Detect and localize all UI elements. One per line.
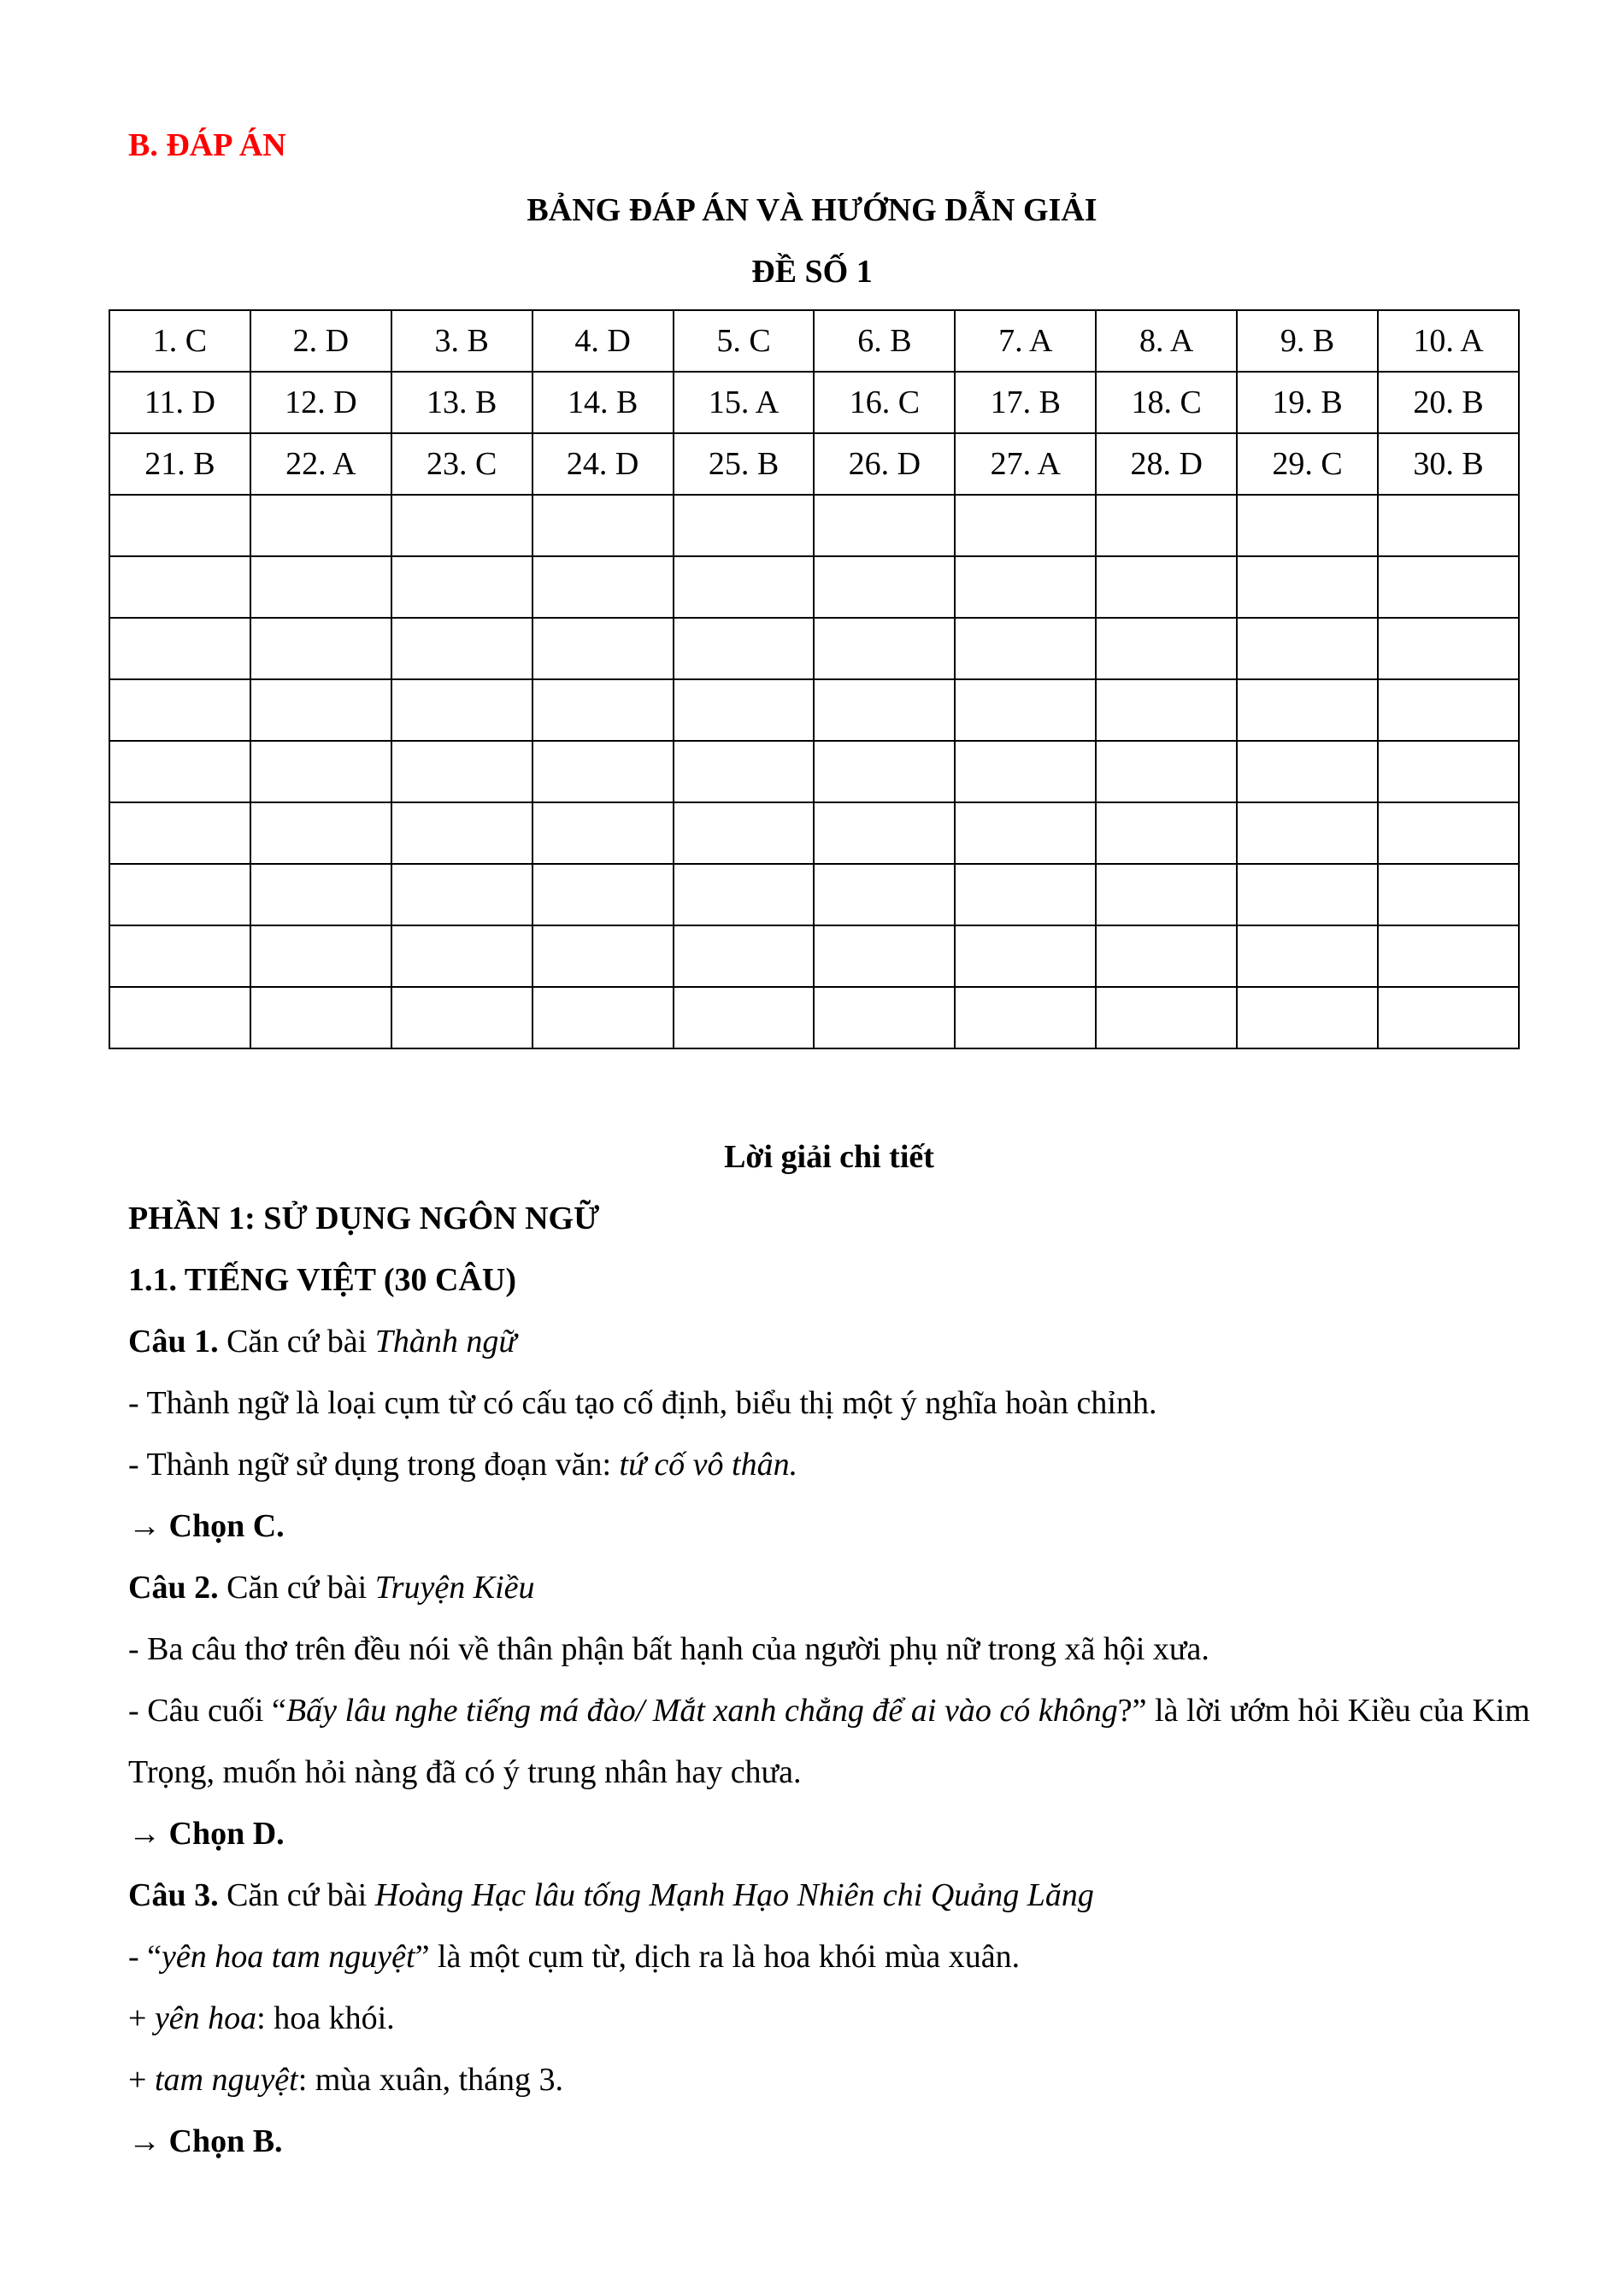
table-row <box>109 618 1519 679</box>
answer-cell <box>391 679 533 741</box>
answer-cell: 24. D <box>533 433 674 495</box>
answer-cell <box>814 741 955 802</box>
explanation-line <box>128 1988 1530 2049</box>
quoted-phrase: tứ cố vô thân. <box>619 1447 798 1483</box>
answer-cell <box>674 864 815 925</box>
answer-cell <box>955 495 1096 556</box>
explanation-line: - Ba câu thơ trên đều nói về thân phận bất hạnh của người phụ nữ trong xã hội xưa. <box>128 1631 1209 1667</box>
answer-cell: 1. C <box>109 310 250 372</box>
explanation-text: - Thành ngữ sử dụng trong đoạn văn: <box>128 1447 620 1483</box>
answer-cell <box>955 741 1096 802</box>
answer-cell <box>109 495 250 556</box>
answer-cell <box>391 495 533 556</box>
answer-cell <box>391 987 533 1048</box>
answer-cell <box>1096 495 1237 556</box>
answer-table-body <box>109 310 1519 1048</box>
answer-cell <box>1378 925 1519 987</box>
answer-cell <box>250 925 391 987</box>
answer-cell <box>109 925 250 987</box>
answer-cell <box>1378 556 1519 618</box>
answer-cell <box>1096 556 1237 618</box>
answer-cell <box>1096 925 1237 987</box>
answer-cell <box>109 987 250 1048</box>
answer-cell <box>1096 618 1237 679</box>
answer-cell <box>674 987 815 1048</box>
answer-choice: → Chọn B. <box>128 2123 283 2159</box>
answer-cell <box>109 618 250 679</box>
answer-cell <box>533 802 674 864</box>
answer-cell <box>814 618 955 679</box>
answer-cell <box>533 925 674 987</box>
answer-cell <box>814 864 955 925</box>
answer-choice: → Chọn D. <box>128 1816 285 1852</box>
answer-cell <box>533 741 674 802</box>
table-row <box>109 925 1519 987</box>
answer-cell <box>674 741 815 802</box>
answer-cell <box>391 802 533 864</box>
answer-cell <box>1237 679 1378 741</box>
answer-cell <box>1378 618 1519 679</box>
answer-cell: 3. B <box>391 310 533 372</box>
table-row <box>109 679 1519 741</box>
answer-cell: 26. D <box>814 433 955 495</box>
answer-cell <box>1237 802 1378 864</box>
answer-cell: 18. C <box>1096 372 1237 433</box>
explanation-line: - Thành ngữ là loại cụm từ có cấu tạo cố định, biểu thị một ý nghĩa hoàn chỉnh. <box>128 1385 1157 1421</box>
answer-cell: 30. B <box>1378 433 1519 495</box>
subsection-heading: 1.1. TIẾNG VIỆT (30 CÂU) <box>128 1262 516 1298</box>
answer-cell: 7. A <box>955 310 1096 372</box>
explanation-text: + <box>128 2062 155 2098</box>
answer-cell <box>814 925 955 987</box>
answer-cell <box>250 987 391 1048</box>
answer-cell <box>955 618 1096 679</box>
answer-cell: 16. C <box>814 372 955 433</box>
answer-cell <box>1237 495 1378 556</box>
answer-cell <box>1237 618 1378 679</box>
answer-cell <box>674 925 815 987</box>
explanation-text: : mùa xuân, tháng 3. <box>297 2062 564 2098</box>
answer-cell <box>533 556 674 618</box>
answer-cell: 15. A <box>674 372 815 433</box>
answer-cell: 22. A <box>250 433 391 495</box>
answer-cell <box>1096 987 1237 1048</box>
lesson-title: Truyện Kiều <box>374 1570 535 1606</box>
question-1-heading <box>128 1311 1530 1372</box>
answer-cell: 19. B <box>1237 372 1378 433</box>
answer-cell: 13. B <box>391 372 533 433</box>
answer-cell <box>391 556 533 618</box>
answer-key-title: BẢNG ĐÁP ÁN VÀ HƯỚNG DẪN GIẢI <box>527 192 1097 228</box>
answer-cell: 2. D <box>250 310 391 372</box>
quoted-verse: Bấy lâu nghe tiếng má đào/ Mắt xanh chẳng để ai vào có không <box>285 1693 1118 1729</box>
answer-cell: 17. B <box>955 372 1096 433</box>
answer-table <box>109 309 1520 1049</box>
solutions-heading: Lời giải chi tiết <box>724 1139 934 1175</box>
explanation-text: ” là một cụm từ, dịch ra là hoa khói mùa xuân. <box>415 1939 1021 1975</box>
answer-cell <box>1096 802 1237 864</box>
explanation-line <box>128 1926 1530 1988</box>
answer-cell <box>533 495 674 556</box>
table-row <box>109 310 1519 372</box>
answer-cell <box>391 618 533 679</box>
answer-cell <box>1096 864 1237 925</box>
answer-cell <box>674 556 815 618</box>
answer-cell: 8. A <box>1096 310 1237 372</box>
answer-cell <box>533 864 674 925</box>
table-row <box>109 556 1519 618</box>
answer-cell <box>955 987 1096 1048</box>
answer-cell <box>1378 495 1519 556</box>
table-row <box>109 864 1519 925</box>
answer-cell: 20. B <box>1378 372 1519 433</box>
table-row <box>109 802 1519 864</box>
answer-cell <box>674 618 815 679</box>
lesson-title: Thành ngữ <box>374 1324 517 1359</box>
answer-cell <box>250 495 391 556</box>
answer-cell <box>109 556 250 618</box>
part-heading: PHẦN 1: SỬ DỤNG NGÔN NGỮ <box>128 1201 600 1236</box>
answer-cell <box>533 987 674 1048</box>
answer-cell <box>1378 802 1519 864</box>
answer-cell <box>391 864 533 925</box>
answer-cell <box>109 864 250 925</box>
answer-cell <box>250 741 391 802</box>
answer-cell <box>109 679 250 741</box>
explanation-line <box>128 1434 1530 1495</box>
answer-cell <box>955 925 1096 987</box>
answer-cell <box>1237 741 1378 802</box>
answer-cell <box>1096 741 1237 802</box>
explanation-line <box>128 2049 1530 2111</box>
answer-cell: 10. A <box>1378 310 1519 372</box>
answer-cell <box>250 679 391 741</box>
explanation-text: ?” là lời ướm hỏi Kiều của Kim Trọng, muốn hỏi nàng đã có ý trung nhân hay chưa. <box>128 1693 1531 1790</box>
exam-number-title: ĐỀ SỐ 1 <box>751 254 873 290</box>
answer-cell: 23. C <box>391 433 533 495</box>
lesson-title: Hoàng Hạc lâu tống Mạnh Hạo Nhiên chi Quảng Lăng <box>374 1877 1094 1913</box>
answer-cell <box>955 802 1096 864</box>
basis-text: Căn cứ bài <box>218 1324 375 1359</box>
answer-cell <box>533 618 674 679</box>
answer-cell: 29. C <box>1237 433 1378 495</box>
answer-cell <box>1378 679 1519 741</box>
explanation-text: : hoa khói. <box>256 2000 395 2036</box>
answer-cell: 6. B <box>814 310 955 372</box>
answer-cell <box>1378 741 1519 802</box>
answer-cell <box>1378 864 1519 925</box>
basis-text: Căn cứ bài <box>218 1570 375 1606</box>
answer-cell <box>250 802 391 864</box>
answer-cell: 14. B <box>533 372 674 433</box>
answer-cell <box>1237 556 1378 618</box>
answer-cell: 5. C <box>674 310 815 372</box>
answer-cell: 28. D <box>1096 433 1237 495</box>
answer-cell: 12. D <box>250 372 391 433</box>
answer-cell: 11. D <box>109 372 250 433</box>
answer-cell <box>814 495 955 556</box>
answer-cell <box>109 741 250 802</box>
answer-cell <box>955 556 1096 618</box>
answer-cell: 9. B <box>1237 310 1378 372</box>
answer-cell <box>391 741 533 802</box>
answer-cell <box>391 925 533 987</box>
answer-cell <box>250 864 391 925</box>
table-row <box>109 495 1519 556</box>
answer-cell <box>1237 987 1378 1048</box>
answer-cell <box>814 987 955 1048</box>
answer-cell <box>674 679 815 741</box>
answer-cell <box>1237 925 1378 987</box>
table-row <box>109 372 1519 433</box>
basis-text: Căn cứ bài <box>218 1877 375 1913</box>
answer-cell: 4. D <box>533 310 674 372</box>
explanation-text: - “ <box>128 1939 162 1975</box>
answer-cell <box>250 556 391 618</box>
quoted-phrase: yên hoa tam nguyệt <box>162 1939 415 1975</box>
answer-cell <box>955 864 1096 925</box>
question-label: Câu 1. <box>128 1324 219 1359</box>
answer-cell: 27. A <box>955 433 1096 495</box>
solutions-section <box>128 1126 1530 2172</box>
quoted-phrase: yên hoa <box>154 2000 257 2036</box>
answer-cell: 21. B <box>109 433 250 495</box>
quoted-phrase: tam nguyệt <box>154 2062 298 2098</box>
explanation-paragraph <box>128 1680 1530 1803</box>
answer-cell <box>1237 864 1378 925</box>
answer-choice: → Chọn C. <box>128 1508 285 1544</box>
question-label: Câu 3. <box>128 1877 219 1913</box>
answer-cell <box>109 802 250 864</box>
table-row <box>109 987 1519 1048</box>
answer-cell <box>814 802 955 864</box>
answer-cell <box>955 679 1096 741</box>
explanation-text: - Câu cuối “ <box>128 1693 286 1729</box>
answer-cell <box>250 618 391 679</box>
section-heading: B. ĐÁP ÁN <box>128 127 286 163</box>
answer-cell <box>1378 987 1519 1048</box>
explanation-text: + <box>128 2000 155 2036</box>
question-label: Câu 2. <box>128 1570 219 1606</box>
answer-cell <box>814 556 955 618</box>
question-3-heading <box>128 1864 1530 1926</box>
answer-cell: 25. B <box>674 433 815 495</box>
answer-cell <box>674 495 815 556</box>
table-row <box>109 741 1519 802</box>
question-2-heading <box>128 1557 1530 1618</box>
answer-cell <box>533 679 674 741</box>
answer-cell <box>814 679 955 741</box>
answer-cell <box>1096 679 1237 741</box>
table-row <box>109 433 1519 495</box>
answer-cell <box>674 802 815 864</box>
